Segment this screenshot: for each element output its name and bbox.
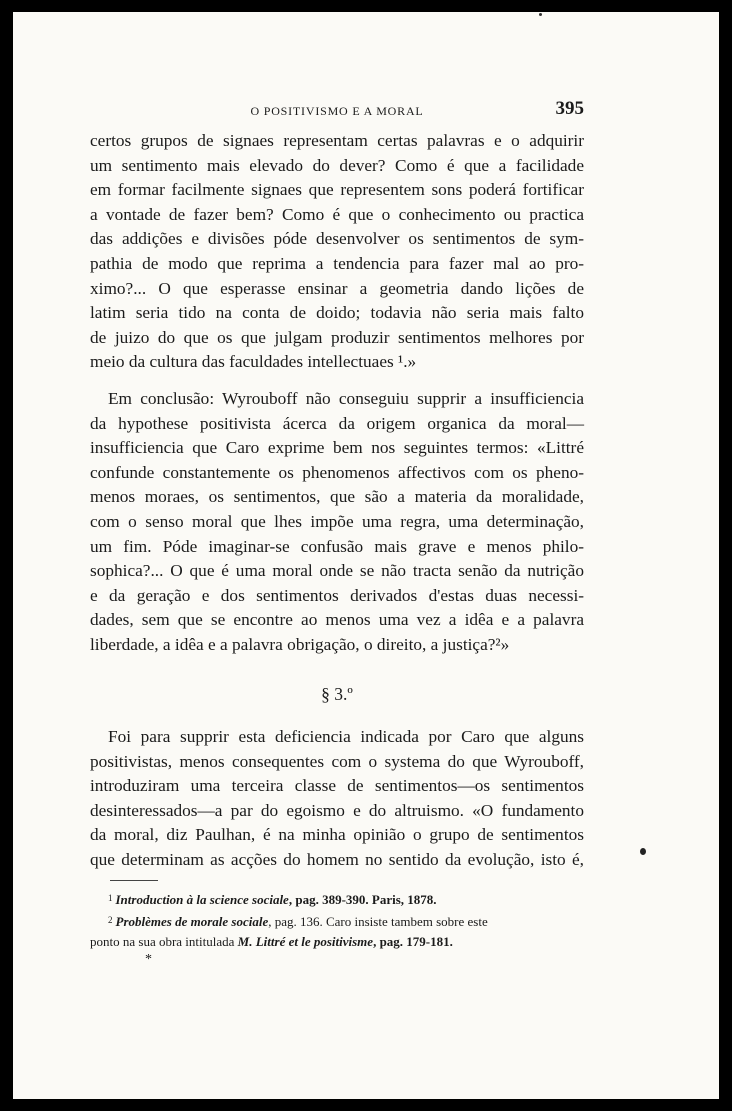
ink-dot — [539, 13, 542, 16]
footnote-rule — [110, 880, 158, 881]
footnote-marker: 2 — [108, 915, 113, 925]
text-line: Foi para supprir esta deficiencia indicada por Caro que alguns — [108, 727, 584, 746]
text-line: ximo?... O que esperasse ensinar a geometria dando lições de — [90, 278, 584, 298]
book-page — [13, 12, 719, 1099]
footnote-1 — [90, 888, 584, 910]
footnote-text: , pag. 389-390. Paris, 1878. — [288, 892, 437, 907]
text-line: Em conclusão: Wyrouboff não conseguiu supprir a insufficiencia — [108, 389, 584, 408]
text-line: da moral, diz Paulhan, é na minha opinião o grupo de sentimentos — [90, 825, 584, 845]
text-line: latim seria tido na conta de doido; todavia não seria mais falto — [90, 303, 584, 323]
text-line: insufficiencia que Caro exprime bem nos seguintes termos: «Littré — [90, 438, 584, 458]
page-header — [90, 98, 584, 124]
footnote-marker: 1 — [108, 893, 113, 903]
text-line: desinteressados—a par do egoismo e do altruismo. «O fundamento — [90, 800, 584, 820]
text-line: das addições e divisões póde desenvolver os sentimentos de sym- — [90, 229, 584, 249]
text-line: a vontade de fazer bem? Como é que o conhecimento ou practica — [90, 204, 584, 224]
footnote-title: Introduction à la science sociale — [115, 892, 289, 907]
text-line: em formar facilmente signaes que representem sons poderá fortificar — [90, 180, 584, 200]
section-heading: § 3.º — [321, 684, 353, 704]
text-line: certos grupos de signaes representam certas palavras e o adquirir — [90, 131, 584, 150]
page-number: 395 — [555, 98, 584, 119]
text-line: sophica?... O que é uma moral onde se não tracta senão da nutrição — [90, 561, 584, 581]
asterisk-mark: * — [145, 952, 152, 967]
ink-blot — [640, 848, 646, 855]
footnotes — [90, 888, 584, 952]
paragraph-quote-continuation — [90, 129, 584, 375]
text-line: um fim. Póde imaginar-se confusão mais grave e menos philo- — [90, 536, 584, 556]
footnote-2 — [90, 910, 584, 932]
text-line: confunde constantemente os phenomenos affectivos com os pheno- — [90, 462, 584, 482]
paragraph-section-3 — [90, 725, 584, 873]
text-line: liberdade, a idêa e a palavra obrigação, o direito, a justiça?²» — [90, 634, 510, 654]
footnote-text: , pag. 179-181. — [373, 934, 453, 949]
text-line: menos moraes, os sentimentos, que são a materia da moralidade, — [90, 487, 584, 507]
text-line: um sentimento mais elevado do dever? Como é que a facilidade — [90, 155, 584, 175]
text-line: introduziram uma terceira classe de sentimentos—os sentimentos — [90, 776, 584, 796]
footnote-text: ponto na sua obra intitulada — [90, 934, 238, 949]
text-line: de juizo do que os que julgam produzir sentimentos melhores por — [90, 327, 584, 347]
text-line: meio da cultura das faculdades intellectuaes ¹.» — [90, 352, 417, 372]
running-head: O POSITIVISMO E A MORAL — [250, 104, 424, 118]
text-line: pathia de modo que reprima a tendencia para fazer mal ao pro- — [90, 253, 584, 273]
text-line: dades, sem que se encontre ao menos uma vez a idêa e a palavra — [90, 610, 584, 630]
text-line: e da geração e dos sentimentos derivados d'estas duas necessi- — [90, 585, 584, 605]
footnote-text: , pag. 136. Caro insiste tambem sobre este — [268, 914, 488, 929]
footnote-2-continuation — [90, 932, 584, 952]
text-line: que determinam as acções do homem no sentido da evolução, isto é, — [90, 849, 584, 869]
text-line: da hypothese positivista ácerca da origem organica da moral— — [90, 413, 584, 433]
text-line: com o senso moral que lhes impõe uma regra, uma determinação, — [90, 511, 584, 531]
footnote-title: Problèmes de morale sociale — [115, 914, 269, 929]
footnote-title: M. Littré et le positivisme — [237, 934, 374, 949]
paragraph-conclusion — [90, 387, 584, 658]
text-line: positivistas, menos consequentes com o systema do que Wyrouboff, — [90, 751, 584, 771]
